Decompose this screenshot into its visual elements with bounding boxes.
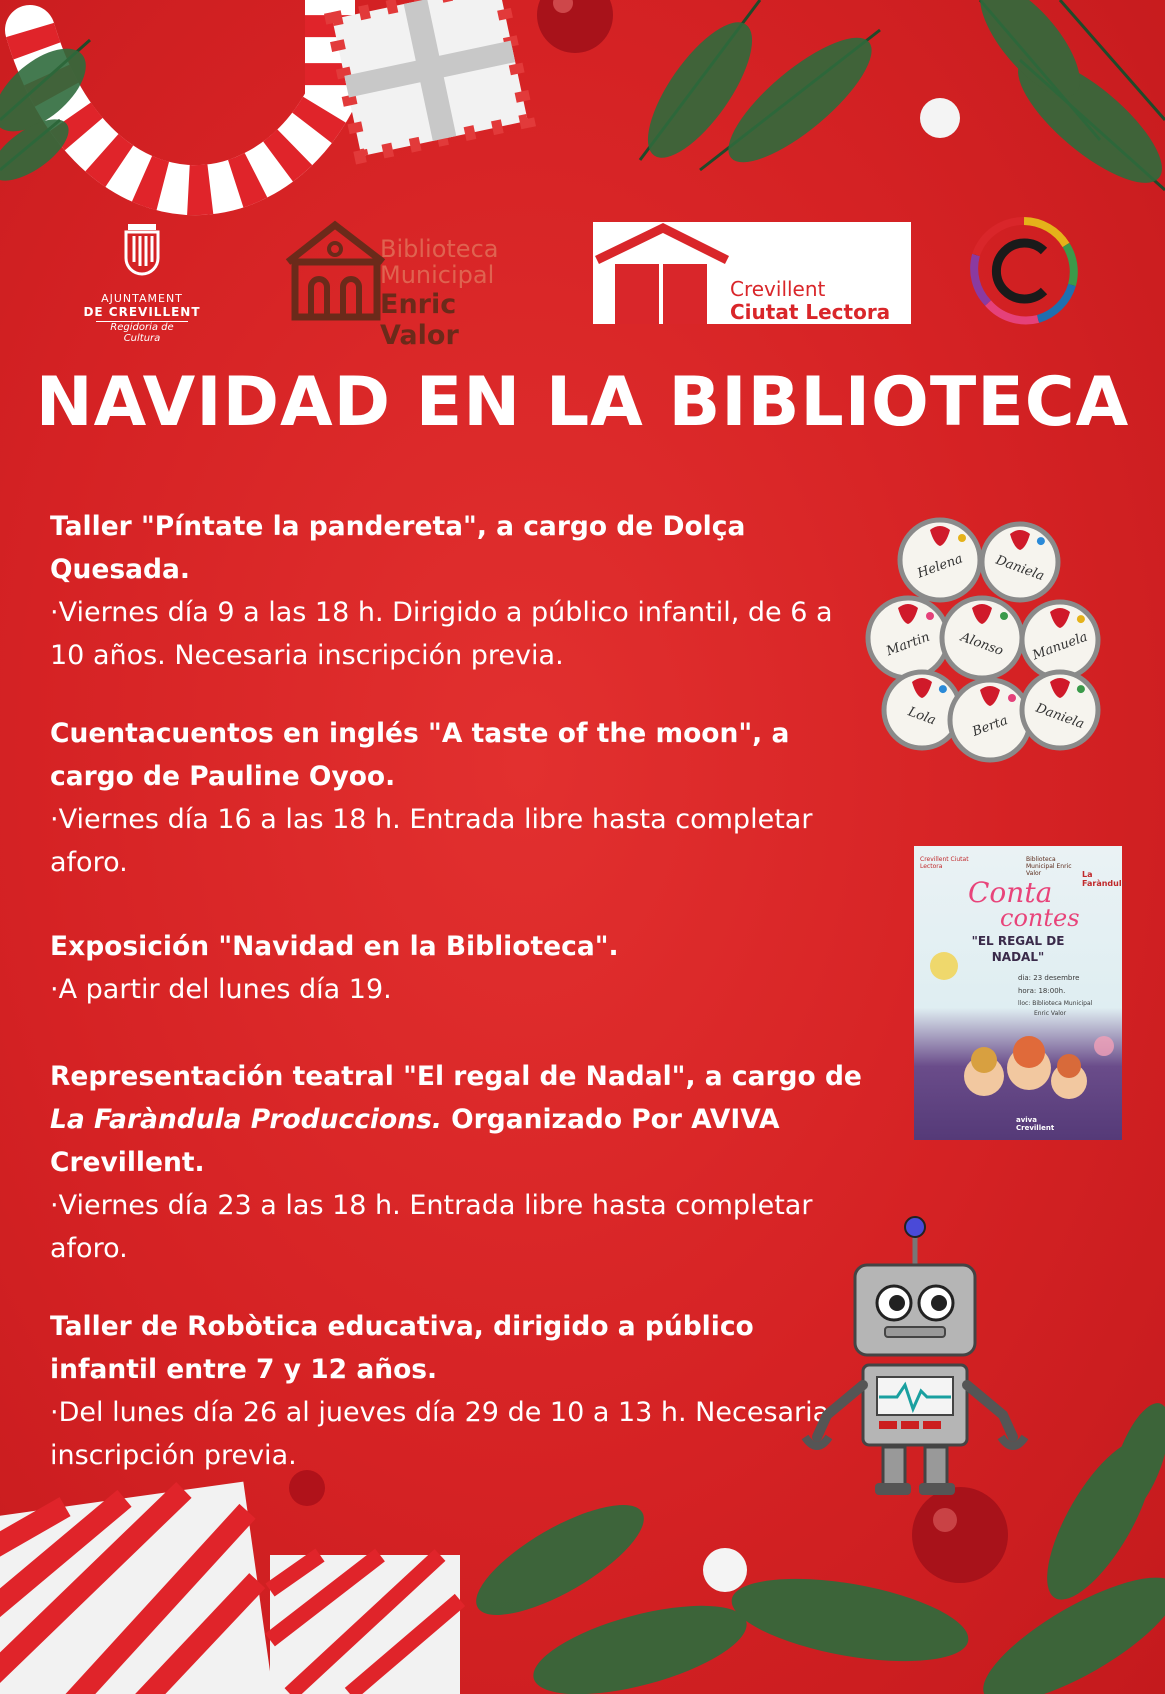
poster-title-line1: Conta	[968, 876, 1053, 909]
poster-info-line3: lloc: Biblioteca Municipal	[1018, 1000, 1093, 1007]
event-title-italic: La Faràndula Produccions.	[50, 1104, 442, 1135]
antenna-icon	[905, 1217, 925, 1237]
book-house-icon	[593, 222, 728, 324]
ayuntamiento-line3: Regidoria de Cultura	[96, 321, 188, 344]
ayuntamiento-line1: AJUNTAMENT	[101, 292, 183, 305]
ornament-icon	[912, 1487, 1008, 1583]
poster-info-line2: hora: 18:00h.	[1018, 987, 1066, 995]
gift-icon	[332, 0, 527, 156]
gift-icon	[270, 1555, 460, 1694]
poster-brand: La Faràndula	[1082, 870, 1127, 888]
ciutat-lectora-line1: Crevillent	[730, 277, 826, 301]
event-title: Cuentacuentos en inglés "A taste of the moon", a cargo de Pauline Oyoo.	[50, 718, 790, 792]
event-detail: ·Viernes día 9 a las 18 h. Dirigido a público infantil, de 6 a 10 años. Necesaria inscripción previa.	[50, 597, 833, 671]
biblioteca-line3: Enric Valor	[380, 289, 459, 351]
ayuntamiento-line2: DE CREVILLENT	[83, 305, 201, 319]
candy-cane-icon	[30, 0, 330, 190]
event-title-part1: Representación teatral "El regal de Nadal", a cargo de	[50, 1061, 862, 1092]
tambourine-icon	[1022, 602, 1098, 678]
tambourine-name: Daniela	[1033, 700, 1087, 733]
poster-subtitle-line1: "EL REGAL DE	[971, 934, 1065, 948]
ciutat-lectora-logo	[593, 222, 911, 324]
event-title: Exposición "Navidad en la Biblioteca".	[50, 931, 619, 962]
event-detail: ·Del lunes día 26 al jueves día 29 de 10 a 13 h. Necesaria inscripción previa.	[50, 1397, 830, 1471]
ornament-icon	[537, 0, 613, 53]
gift-icon	[0, 1482, 274, 1694]
biblioteca-line1: Biblioteca	[380, 235, 499, 263]
robot-image	[797, 1215, 1037, 1500]
tambourine-name: Lola	[905, 704, 938, 729]
page-title: NAVIDAD EN LA BIBLIOTECA	[35, 363, 1130, 442]
event-title: Taller de Robòtica educativa, dirigido a público infantil entre 7 y 12 años.	[50, 1311, 754, 1385]
event-title: Taller "Píntate la pandereta", a cargo de Dolça Quesada.	[50, 511, 746, 585]
poster-top-right: Biblioteca Municipal Enric Valor	[1026, 856, 1072, 877]
ayuntamiento-logo	[82, 220, 202, 344]
tambourine-name: Helena	[915, 551, 965, 582]
header-logos	[0, 215, 1165, 351]
event-title-part2: Organizado Por AVIVA Crevillent.	[50, 1104, 780, 1178]
tambourine-icon	[950, 680, 1030, 760]
event-item	[50, 1055, 870, 1270]
poster-info-line4: Enric Valor	[1034, 1010, 1067, 1017]
poster-illustration	[914, 846, 1127, 1140]
top-decoration	[0, 0, 1165, 230]
event-item	[50, 505, 870, 677]
biblioteca-line2: Municipal	[380, 261, 495, 289]
event-title	[50, 1055, 870, 1184]
snowball-icon	[920, 98, 960, 138]
poster-title-line2: contes	[1000, 904, 1080, 932]
poster-footer-brand: aviva Crevillent	[1016, 1116, 1055, 1132]
tambourine-name: Berta	[970, 713, 1010, 740]
poster-info-line1: dia: 23 desembre	[1018, 974, 1080, 982]
library-building-icon	[283, 217, 393, 327]
ciutat-lectora-line2: Ciutat Lectora	[730, 300, 891, 324]
biblioteca-logo	[283, 217, 543, 351]
poster-top-left: Crevillent Ciutat Lectora	[920, 856, 969, 870]
event-item	[50, 712, 870, 884]
tambourine-name: Daniela	[993, 552, 1047, 585]
tambourine-name: Martin	[884, 629, 932, 660]
event-item	[50, 1305, 870, 1477]
event-detail: ·Viernes día 23 a las 18 h. Entrada libre hasta completar aforo.	[50, 1190, 813, 1264]
tambourine-icon	[900, 520, 980, 600]
poster-subtitle-line2: NADAL"	[991, 950, 1045, 964]
coat-of-arms-icon	[120, 220, 164, 282]
tambourine-icon	[1022, 672, 1098, 748]
tambourines-image	[870, 520, 1120, 760]
tambourine-icon	[884, 672, 960, 748]
tambourine-name: Manuela	[1030, 629, 1090, 664]
event-detail: ·Viernes día 16 a las 18 h. Entrada libre hasta completar aforo.	[50, 804, 813, 878]
c-circle-logo-icon	[968, 215, 1080, 327]
snowball-icon	[703, 1548, 747, 1592]
tambourine-name: Alonso	[958, 629, 1006, 660]
tambourine-icon	[942, 598, 1022, 678]
tambourine-icon	[982, 524, 1058, 600]
event-detail: ·A partir del lunes día 19.	[50, 974, 392, 1005]
tambourine-icon	[868, 598, 948, 678]
event-item	[50, 925, 870, 1011]
contacontes-poster	[914, 846, 1127, 1140]
